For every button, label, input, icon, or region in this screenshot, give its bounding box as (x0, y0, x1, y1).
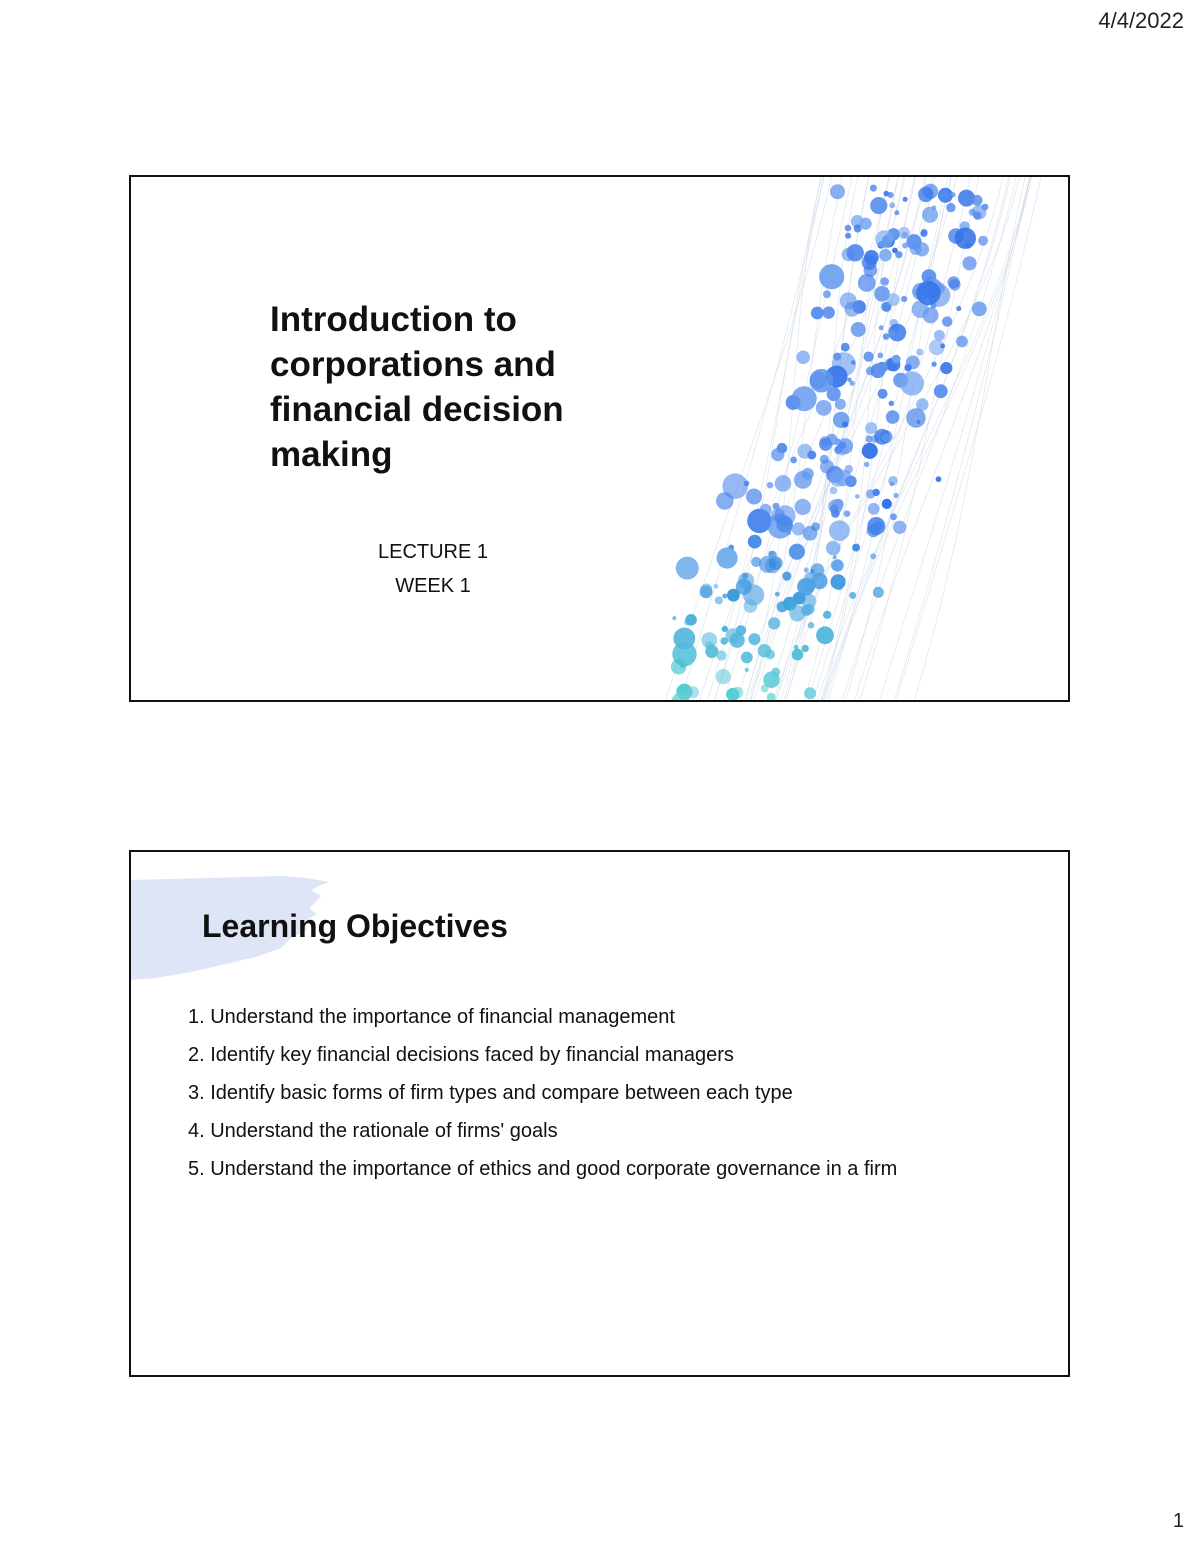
bubble-dot (860, 218, 872, 230)
bubble-dot (768, 551, 776, 559)
bubble-dot (972, 195, 983, 206)
bubble-dot (789, 605, 805, 621)
bubble-dot (722, 626, 728, 632)
bubble-dot (973, 212, 981, 220)
bubble-dot (923, 184, 938, 199)
bubble-dot (845, 465, 853, 473)
week-label: WEEK 1 (395, 575, 471, 597)
bubble-dot (866, 367, 875, 376)
bubble-dot (866, 435, 873, 442)
bubble-dot (742, 573, 748, 579)
bubble-dot (715, 596, 723, 604)
bubble-dot (804, 687, 816, 699)
bubble-dot (819, 438, 832, 451)
bubble-dot (955, 228, 976, 249)
bubble-dot (830, 487, 838, 495)
bubble-dot (865, 422, 877, 434)
bubble-dot (759, 504, 771, 516)
bubble-dot (845, 225, 852, 232)
bubble-dot (802, 645, 809, 652)
bubble-dot (851, 360, 856, 365)
bubble-dot (829, 520, 850, 541)
bubble-dot (782, 572, 791, 581)
bubble-dot (796, 351, 810, 365)
bubble-dot (889, 401, 894, 406)
bubble-dot (833, 555, 837, 559)
bubble-dot (790, 457, 797, 464)
bubble-dot (845, 476, 856, 487)
bubble-dot (883, 333, 890, 340)
bubble-dot (810, 369, 834, 393)
bubble-dot (727, 589, 740, 602)
print-date: 4/4/2022 (1098, 8, 1184, 33)
bubble-dot (847, 244, 864, 261)
bubble-dot (880, 277, 889, 286)
bubble-dot (849, 592, 856, 599)
bubble-dot (792, 522, 805, 535)
bubble-dot (823, 611, 831, 619)
bubble-dot (810, 569, 814, 573)
bubble-dot (884, 191, 890, 197)
title-line: financial decision (270, 390, 564, 429)
bubble-dot (847, 378, 851, 382)
strand-line (680, 177, 824, 702)
bubble-dot (890, 513, 897, 520)
bubble-dot (722, 473, 748, 499)
bubble-dot (789, 544, 805, 560)
bubble-dot (882, 499, 892, 509)
bubble-dot (934, 384, 948, 398)
bubble-dot (858, 274, 876, 292)
bubble-dot (835, 583, 843, 591)
bubble-dot (889, 482, 894, 487)
objective-item: 2. Identify key financial decisions faced by financial managers (188, 1044, 734, 1066)
bubble-dot (839, 442, 846, 449)
bubble-dot (776, 516, 793, 533)
bubble-dot (831, 560, 842, 571)
bubble-dot (717, 547, 738, 568)
bubble-dot (771, 448, 784, 461)
page-number: 1 (1172, 1510, 1184, 1532)
bubble-dot (804, 567, 809, 572)
bubble-dot (855, 494, 860, 499)
bubble-dot (726, 628, 741, 643)
title-line: Introduction to (270, 300, 517, 339)
bubble-dot (922, 207, 938, 223)
bubble-dot (972, 302, 987, 317)
bubble-dot (830, 184, 845, 199)
bubble-dot (826, 541, 841, 556)
bubble-dot (978, 236, 988, 246)
bubble-dot (892, 355, 901, 364)
bubble-dot (748, 535, 762, 549)
bubble-dot (916, 281, 940, 305)
bubble-dot (676, 557, 699, 580)
bubble-dot (794, 471, 812, 489)
objective-item: 4. Understand the rationale of firms' goals (188, 1120, 558, 1142)
bubble-dot (823, 290, 831, 298)
bubble-dot (890, 330, 896, 336)
bubble-dot (936, 476, 942, 482)
bubble-dot (950, 192, 956, 198)
bubble-dot (804, 604, 814, 614)
bubble-dot (940, 362, 952, 374)
bubble-dot (769, 561, 775, 567)
bubble-dot (882, 433, 891, 442)
bubble-dot (852, 544, 860, 552)
bubble-dot (878, 389, 888, 399)
bubble-dot (714, 584, 719, 589)
bubble-dot (732, 687, 744, 699)
bubble-dot (873, 587, 884, 598)
bubble-dot (745, 668, 749, 672)
bubble-dot (767, 482, 774, 489)
bubble-dot (893, 521, 906, 534)
bubble-dot (982, 204, 989, 211)
bubble-dot (870, 185, 877, 192)
bubble-dot (722, 594, 727, 599)
bubble-dot (902, 232, 908, 238)
title-line: corporations and (270, 345, 556, 384)
bubble-dot (821, 627, 827, 633)
bubble-dot (942, 316, 952, 326)
bubble-dot (879, 325, 884, 330)
strand-line (913, 177, 1025, 702)
bubble-dot (851, 322, 866, 337)
bubble-dot (915, 242, 929, 256)
objectives-list (188, 1004, 897, 1194)
bubble-dot (878, 353, 884, 359)
bubble-dot (940, 344, 945, 349)
bubble-dot (867, 517, 885, 535)
bubble-dot (902, 243, 908, 249)
lecture-label: LECTURE 1 (377, 541, 489, 563)
bubble-dot (864, 263, 878, 277)
bubble-dot (946, 203, 955, 212)
bubble-dot (685, 614, 697, 626)
bubble-dot (875, 432, 881, 438)
bubble-dot (700, 584, 712, 596)
bubble-dot (889, 202, 895, 208)
bubble-dot (864, 462, 869, 467)
bubble-dot (894, 210, 899, 215)
bubble-dot (758, 644, 771, 657)
bubble-dot (956, 306, 961, 311)
bubble-dot (716, 669, 731, 684)
bubble-dot (845, 233, 851, 239)
bubble-dot (797, 578, 815, 596)
bubble-dot (842, 421, 848, 427)
title-slide (129, 175, 1070, 702)
bubble-dot (906, 356, 920, 370)
title-line: making (270, 435, 393, 474)
bubble-dot (841, 343, 850, 352)
bubble-dot (716, 650, 726, 660)
bubble-dot (746, 489, 762, 505)
bubble-dot (870, 197, 887, 214)
bubble-dot (792, 649, 804, 661)
bubble-dot (794, 645, 799, 650)
bubble-dot (816, 400, 832, 416)
bubble-dot (830, 470, 847, 487)
bubble-dot (811, 307, 824, 320)
bubble-dot (830, 504, 839, 513)
bubble-dot (934, 330, 945, 341)
bubble-dot (886, 410, 900, 424)
bubble-dot (807, 451, 816, 460)
bubble-dot (872, 489, 879, 496)
slide-title (270, 297, 600, 477)
bubble-dot (672, 616, 676, 620)
bubble-dot (868, 503, 880, 515)
bubble-dot (876, 362, 887, 373)
bubble-dot (768, 617, 780, 629)
bubble-dot (792, 386, 817, 411)
objective-item: 5. Understand the importance of ethics and good corporate governance in a firm (188, 1158, 898, 1180)
bubble-dot (939, 191, 949, 201)
bubble-dot (775, 592, 780, 597)
bubble-dot (808, 622, 815, 629)
bubble-dot (887, 293, 900, 306)
bubble-dot (932, 205, 936, 209)
bubble-dot (687, 686, 699, 698)
bubble-dot (771, 668, 780, 677)
bubble-dot (823, 306, 835, 318)
bubble-dot (864, 352, 874, 362)
bubble-dot (741, 652, 753, 664)
bubble-dot (748, 633, 760, 645)
bubble-dot (920, 230, 927, 237)
bubble-dot (906, 408, 925, 427)
bubble-layer (665, 177, 1041, 702)
bubble-dot (671, 659, 687, 675)
bubble-dot (900, 371, 924, 395)
bubble-dot (870, 553, 876, 559)
bubble-dot (864, 250, 879, 265)
objective-item: 3. Identify basic forms of firm types and compare between each type (188, 1082, 793, 1104)
bubble-dot (932, 362, 937, 367)
bubble-dot (875, 230, 893, 248)
objectives-slide (129, 850, 1070, 1377)
bubble-dot (820, 460, 834, 474)
bubble-dot (962, 256, 976, 270)
bubble-dot (795, 499, 811, 515)
bubble-dot (916, 349, 923, 356)
bubble-dot (844, 510, 851, 517)
slide-title: Learning Objectives (202, 908, 508, 944)
bubble-dot (901, 296, 907, 302)
bubble-dot (956, 336, 968, 348)
bubble-dot (895, 251, 902, 258)
bubble-dot (840, 292, 857, 309)
bubble-dot (761, 684, 769, 692)
bubble-dot (903, 197, 908, 202)
bubble-dot (862, 443, 878, 459)
objective-item: 1. Understand the importance of financial management (188, 1006, 675, 1028)
bubble-dot (965, 242, 971, 248)
bubble-dot (673, 628, 695, 650)
bubble-dot (819, 264, 844, 289)
bubble-dot (767, 693, 776, 702)
bubble-dot (835, 399, 846, 410)
bubble-dot (949, 279, 961, 291)
bubble-dot (894, 493, 899, 498)
bubble-dot (775, 475, 792, 492)
bubble-dot (879, 249, 892, 262)
